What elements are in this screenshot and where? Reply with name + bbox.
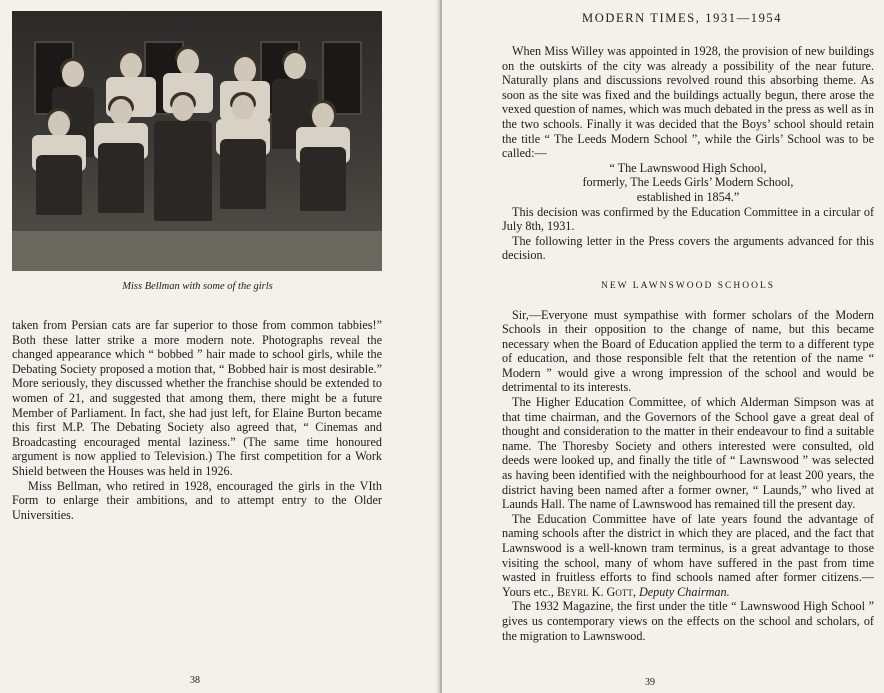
right-page [442,0,884,693]
section-subheading: NEW LAWNSWOOD SCHOOLS [600,280,776,291]
letter-paragraph: The Higher Education Committee, of which Alderman Simpson was at that time chairman, and the Governors of the School gave a great deal of thought and consideration to the matter in their endeavour to find a suitable name. The Thoresby Society and others interested were consulted, old deeds were looked up, and finally the title of “ Lawnswood ” was selected as having been identified with the neighbourhood for at least 200 years, the district having been named after a former owner, “ Launds,” who lived at Launds Hall. The name of Lawnswood has remained till the present day. [502,395,874,512]
paragraph: taken from Persian cats are far superior to those from common tabbies!” Both these latter strike a more modern note. Photographs reveal the changed appearance which “ bobbed ” hair made to school girls, while the Debating Society proposed a motion that, “ Bobbed hair is most desirable.” More seriously, they discussed whether the franchise should be extended to women of 21, and suggested that among them, there might be a future Member of Parliament. In fact, she had just left, for Elaine Burton became this first M.P. The Debating Society also agreed that, “ Cinemas and Broadcasting encouraged mental laziness.” (The same time honoured argument is now applied to Television.) The first competition for a Work Shield between the Houses was held in 1926. [12,318,382,478]
photo-caption: Miss Bellman with some of the girls [122,281,273,292]
page-number: 38 [190,675,200,686]
paragraph: Miss Bellman, who retired in 1928, encouraged the girls in the VIth Form to enlarge their ambitions, and to attempt entry to the Older Universities. [12,478,382,522]
group-photo [12,11,382,271]
paragraph: The following letter in the Press covers the arguments advanced for this decision. [502,233,874,263]
paragraph: The 1932 Magazine, the first under the title “ Lawnswood High School ” gives us contemporary views on the effects on the school and scholars, of the migration to Lawnswood. [502,599,874,643]
page-number: 39 [645,677,655,688]
running-header: MODERN TIMES, 1931—1954 [582,11,783,25]
left-page [0,0,440,693]
signature-title: Deputy Chairman. [638,584,730,599]
right-body-text [502,44,874,643]
quote-line: “ The Lawnswood High School, [609,160,767,175]
letter-paragraph [502,512,874,600]
quote-line: formerly, The Leeds Girls’ Modern School, [582,175,794,190]
letter-paragraph: Sir,—Everyone must sympathise with former scholars of the Modern Schools in their opposition to the change of name, but this became necessary when the Board of Education applied the term to a different type of education, and those responsible felt that the retention of the name “ Modern ” would give a wrong impression of the school and would be detrimental to its interests. [502,307,874,395]
letter-text: The Education Committee have of late years found the advantage of naming schools after the district in which they are placed, and the fact that Lawnswood is a well-known tram terminus, is a great advantage to those visiting the school, many of whom have suffered in the past from time wasted in fruitless efforts to find schools named after former citizens.—Yours etc., [502,511,874,599]
paragraph: When Miss Willey was appointed in 1928, the provision of new buildings on the outskirts of the city was already a possibility of the near future. Naturally plans and discussions revolved round this absorbing theme. As soon as the site was fixed and the buildings actually begun, there arose the vexed question of names, which was much debated in the press as well as in the two schools. Finally it was decided that the Boys’ school should retain the title “ The Leeds Modern School ”, while the Girls’ School was to be called:— [502,44,874,161]
paragraph: This decision was confirmed by the Education Committee in a circular of July 8th, 1931. [502,204,874,234]
signature-name: Beyrl K. Gott, [556,584,636,599]
left-body-text [12,318,382,522]
quote-line: established in 1854.” [636,189,740,204]
